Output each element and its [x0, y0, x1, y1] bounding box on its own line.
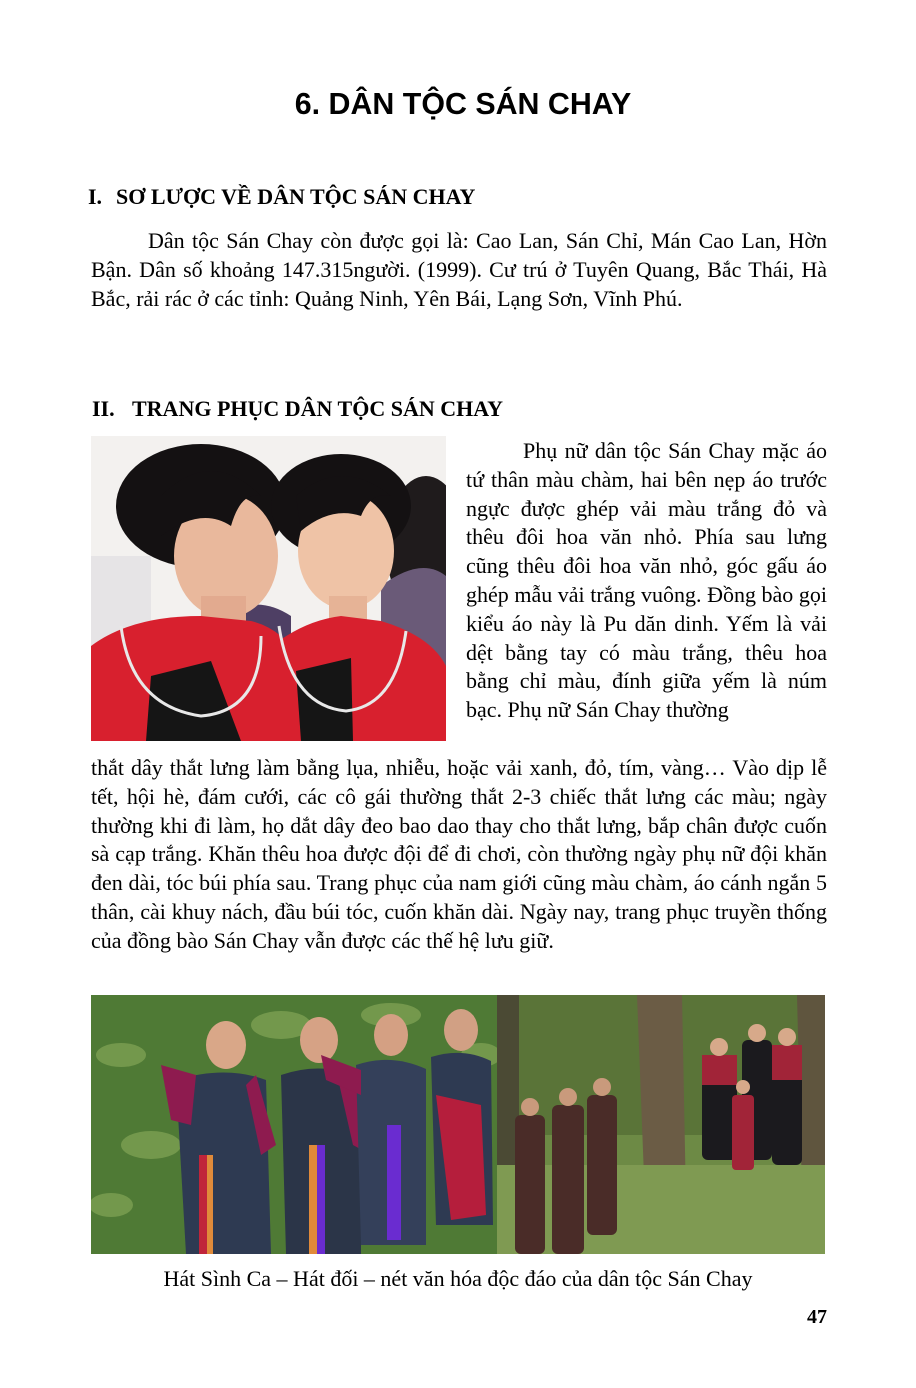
photo-illustration — [91, 995, 497, 1254]
figure-caption: Hát Sình Ca – Hát đối – nét văn hóa độc đáo của dân tộc Sán Chay — [163, 1266, 753, 1291]
forest-group-photo — [497, 995, 825, 1254]
section-title: SƠ LƯỢC VỀ DÂN TỘC SÁN CHAY — [116, 184, 476, 209]
page-number: 47 — [807, 1306, 827, 1328]
women-singing-photo — [91, 995, 497, 1254]
section-number: II. — [92, 396, 115, 421]
section-heading-overview — [88, 184, 475, 210]
overview-paragraph: Dân tộc Sán Chay còn được gọi là: Cao Lan, Sán Chỉ, Mán Cao Lan, Hờn Bận. Dân số khoảng 147.315người. (1999). Cư trú ở Tuyên Quang, Bắc Thái, Hà Bắc, rải rác ở các tỉnh: Quảng Ninh, Yên Bái, Lạng Sơn, Vĩnh Phú. — [91, 228, 827, 311]
section-heading-costume — [92, 396, 503, 422]
two-women-costume-photo — [91, 436, 446, 741]
costume-paragraph-continued: thắt dây thắt lưng làm bằng lụa, nhiễu, hoặc vải xanh, đỏ, tím, vàng… Vào dịp lễ tết, hội hè, đám cưới, các cô gái thường thắt 2-3 chiếc thắt lưng các màu; ngày thường khi đi làm, họ dắt dây đeo bao dao thay cho thắt lưng, bắp chân được cuốn sà cạp trắng. Khăn thêu hoa được đội để đi chơi, còn thường ngày phụ nữ đội khăn đen dài, tóc búi phía sau. Trang phục của nam giới cũng màu chàm, áo cánh ngắn 5 thân, cài khuy nách, đầu búi tóc, cuốn khăn dài. Ngày nay, trang phục truyền thống của đồng bào Sán Chay vẫn được các thế hệ lưu giữ. — [91, 755, 827, 953]
costume-paragraph-wrapped: Phụ nữ dân tộc Sán Chay mặc áo tứ thân màu chàm, hai bên nẹp áo trước ngực được ghép vải màu trắng đỏ và thêu đôi hoa văn nhỏ. Phía sau lưng cũng thêu đôi hoa văn nhỏ, góc gấu áo ghép mẫu vải trắng vuông. Đồng bào gọi kiểu áo này là Pu dăn dinh. Yếm là vải dệt bằng tay có màu trắng, thêu hoa bằng chỉ màu, đính giữa yếm là núm bạc. Phụ nữ Sán Chay thường — [466, 438, 827, 723]
photo-illustration — [497, 995, 825, 1254]
photo-illustration — [91, 436, 446, 741]
singing-festival-photo — [91, 995, 825, 1254]
section-title: TRANG PHỤC DÂN TỘC SÁN CHAY — [132, 396, 503, 421]
section-number: I. — [88, 184, 103, 209]
page-title: 6. DÂN TỘC SÁN CHAY — [294, 86, 632, 121]
